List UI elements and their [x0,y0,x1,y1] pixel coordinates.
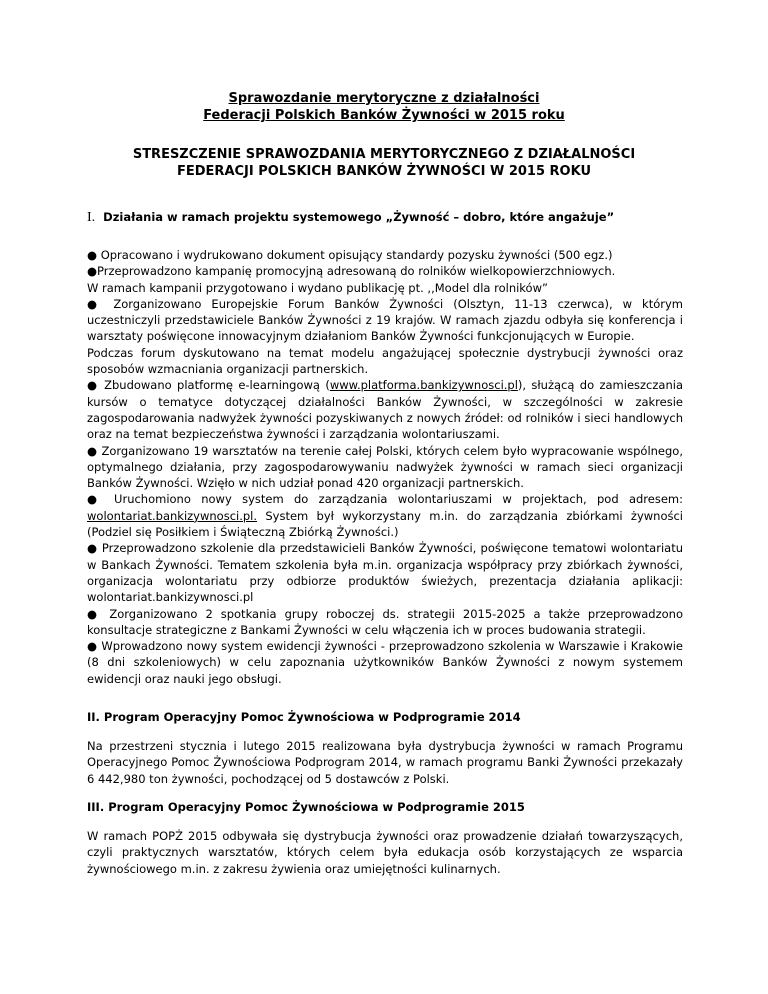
document-title [0,90,768,124]
platform-text-post: ), służącą do zamieszczania kursów o tematyce dotyczącej działalności Banków Żywności, w szczególności w zakresie zagospodarowania nadwyżek żywności pozyskiwanych z nowych źródeł: od rolników i sieci handlowych oraz na temat bezpieczeństwa żywności i zarządzania wolontariuszami. [87,378,683,442]
section-1-title: Działania w ramach projektu systemowego „Żywność – dobro, które angażuje” [103,210,615,224]
section-2-paragraph: Na przestrzeni stycznia i lutego 2015 realizowana była dystrybucja żywności w ramach Programu Operacyjnego Pomoc Żywnościowa Podprogram 2014, w ramach programu Banki Żywności przekazały 6 442,980 ton żywności, pochodzącej od 5 dostawców z Polski. [87,739,683,786]
platform-link[interactable]: www.platforma.bankizywnosci.pl [329,378,518,393]
document-title-line2: Federacji Polskich Banków Żywności w 2015 roku [203,108,565,123]
section-3-body [87,828,683,877]
platform-text-pre: ● Zbudowano platformę e-learningową ( [87,378,330,393]
list-item-records: ● Wprowadzono nowy system ewidencji żywności - przeprowadzono szkolenia w Warszawie i Krakowie (8 dni szkoleniowych) w celu zapoznania użytkowników Banków Żywności z nowym systemem ewidencji oraz nauki jego obsługi. [87,639,683,686]
list-item-strategy: ● Zorganizowano 2 spotkania grupy roboczej ds. strategii 2015-2025 a także przeprowadzono konsultacje strategiczne z Bankami Żywności w celu włączenia ich w proces budowania strategii. [87,606,683,637]
section-1-heading [87,209,687,226]
section-3-heading: III. Program Operacyjny Pomoc Żywnościowa w Podprogramie 2015 [87,800,525,814]
volunteer-text-post: System był wykorzystany m.in. do zarządzania zbiórkami żywności (Podziel się Posiłkiem i Świąteczną Zbiórką Żywności.) [87,508,683,540]
summary-title [0,146,768,180]
document-title-line1: Sprawozdanie merytoryczne z działalności [228,91,540,106]
list-item: ●Przeprowadzono kampanię promocyjną adresowaną do rolników wielkopowierzchniowych. [87,264,616,279]
section-3-paragraph: W ramach POPŻ 2015 odbywała się dystrybucja żywności oraz prowadzenie działań towarzyszących, czyli praktycznych warsztatów, których celem była edukacja osób korzystających ze wsparcia żywnościowego m.in. z zakresu żywienia oraz umiejętności kulinarnych. [87,829,683,876]
list-item: ● Zorganizowano Europejskie Forum Banków Żywności (Olsztyn, 11-13 czerwca), w którym uczestniczyli przedstawiciele Banków Żywności z 19 krajów. W ramach zjazdu odbyła się konferencja i warsztaty poświęcone innowacyjnym działaniom Banków Żywności funkcjonujących w Europie. [87,296,683,344]
list-item: Podczas forum dyskutowano na temat modelu angażującej społecznie dystrybucji żywności oraz sposobów wzmacniania organizacji partnerskich. [87,345,683,377]
volunteer-text-pre: ● Uruchomiono nowy system do zarządzania wolontariuszami w projektach, pod adresem: [87,492,683,507]
list-item: ● Opracowano i wydrukowano dokument opisujący standardy pozysku żywności (500 egz.) [87,248,613,262]
section-1-number: I. [87,210,96,225]
list-item-volunteer [87,491,683,540]
summary-title-line2: FEDERACJI POLSKICH BANKÓW ŻYWNOŚCI W 2015 ROKU [177,164,591,179]
list-item-training: ● Przeprowadzono szkolenie dla przedstawicieli Banków Żywności, poświęcone tematowi wolontariatu w Bankach Żywności. Tematem szkolenia była m.in. organizacja współpracy przy zbiórkach żywności, organizacja wolontariatu przy odbiorze produktów świeżych, prezentacja działania aplikacji: wolontariat.bankizywnosci.pl [87,541,683,605]
volunteer-link[interactable]: wolontariat.bankizywnosci.pl. [87,508,258,523]
list-item-workshops: ● Zorganizowano 19 warsztatów na terenie całej Polski, których celem było wypracowanie wspólnego, optymalnego działania, przy zagospodarowywaniu nadwyżek żywności w ramach sieci organizacji Banków Żywności. Wzięło w nich udział ponad 420 organizacji partnerskich. [87,443,683,491]
list-item: W ramach kampanii przygotowano i wydano publikację pt. ,,Model dla rolników” [87,280,548,295]
section-2-heading: II. Program Operacyjny Pomoc Żywnościowa w Podprogramie 2014 [87,710,521,724]
summary-title-line1: STRESZCZENIE SPRAWOZDANIA MERYTORYCZNEGO Z DZIAŁALNOŚCI [132,147,636,162]
list-item-platform [87,377,683,442]
section-2-body [87,738,683,787]
section-1-body [87,247,683,687]
